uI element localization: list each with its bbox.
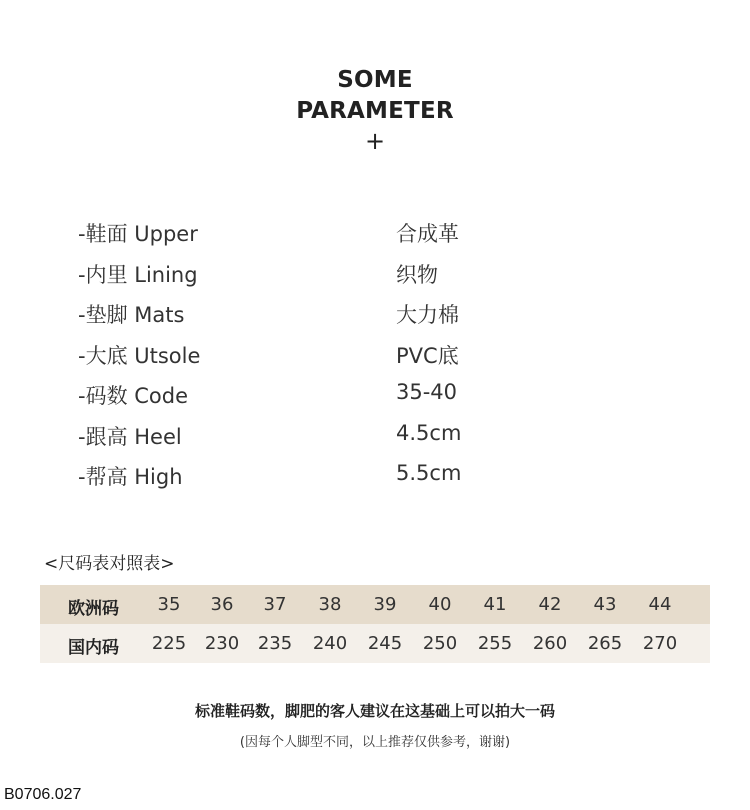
param-row [78,259,698,300]
param-label: -跟高 Heel [78,424,182,449]
size-cell: 36 [210,594,234,615]
size-cell: 40 [428,594,452,615]
size-row-label: 国内码 [68,638,119,658]
size-cell: 235 [257,633,293,654]
product-code: B0706.027 [4,786,82,803]
param-row [78,380,698,421]
size-advice-note: 标准鞋码数，脚肥的客人建议在这基础上可以拍大一码 [194,702,555,720]
size-cell: 43 [593,594,617,615]
param-label: -内里 Lining [78,262,198,287]
size-cell: 255 [477,633,513,654]
param-label: -鞋面 Upper [78,222,198,246]
size-cell: 37 [263,594,287,615]
param-value: PVC底 [396,343,459,368]
page-title-line2: PARAMETER [296,98,454,124]
param-row [78,421,698,462]
param-label: -垫脚 Mats [78,303,185,327]
size-cell: 270 [642,633,678,654]
size-cell: 41 [483,594,507,615]
size-cell: 39 [373,594,397,615]
plus-icon: + [364,127,386,155]
size-cell: 240 [312,633,348,654]
param-value: 5.5cm [396,461,462,485]
page-title-line1: SOME [337,67,413,93]
parameter-list [78,218,698,502]
size-cell: 225 [151,633,187,654]
size-chart-heading: <尺码表对照表> [44,554,175,574]
param-label: -大底 Utsole [78,343,201,368]
size-cell: 245 [367,633,403,654]
param-value: 织物 [396,262,438,287]
size-cell: 38 [318,594,342,615]
size-cell: 42 [538,594,562,615]
size-row-eu [40,585,710,624]
param-value: 合成革 [396,222,459,246]
size-cell: 260 [532,633,568,654]
disclaimer-note: (因每个人脚型不同，以上推荐仅供参考，谢谢) [239,735,511,750]
size-row-cn [40,624,710,663]
size-cell: 35 [157,594,181,615]
size-cell: 250 [422,633,458,654]
param-row [78,340,698,381]
param-row [78,218,698,259]
param-value: 4.5cm [396,420,462,445]
size-cell: 265 [587,633,623,654]
param-value: 大力棉 [396,303,459,327]
size-row-label: 欧洲码 [68,599,119,619]
param-label: -码数 Code [78,384,189,408]
size-chart-table [40,585,710,663]
param-row [78,461,698,502]
size-cell: 44 [648,594,672,615]
size-cell: 230 [204,633,240,654]
param-value: 35-40 [396,380,458,404]
param-row [78,299,698,340]
param-label: -帮高 High [78,465,183,489]
